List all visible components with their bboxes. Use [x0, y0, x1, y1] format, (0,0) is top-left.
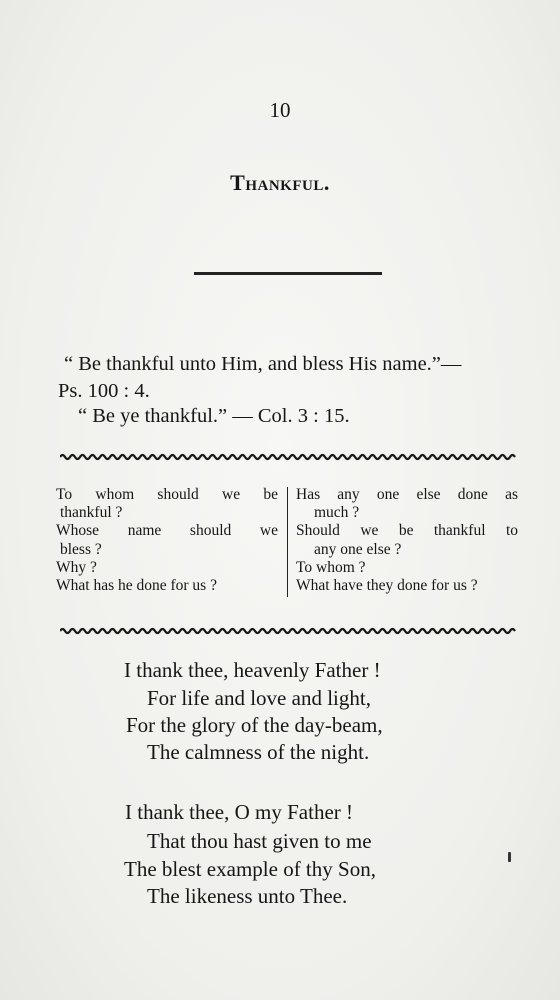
question-line: bless ?	[60, 540, 102, 558]
question-line: much ?	[314, 504, 360, 522]
scripture-quote-line: “ Be ye thankful.” — Col. 3 : 15.	[78, 405, 350, 427]
poem-line: For life and love and light,	[147, 686, 371, 710]
poem-line: That thou hast given to me	[147, 829, 372, 853]
title-double-rule	[194, 272, 382, 275]
wavy-divider-top	[60, 452, 516, 462]
questions-right-column	[296, 486, 518, 595]
scripture-reference: Ps. 100 : 4.	[58, 380, 150, 402]
question-line: thankful ?	[60, 504, 123, 522]
poem-line: I thank thee, O my Father !	[125, 800, 354, 824]
poem-line: The blest example of thy Son,	[124, 857, 376, 881]
question-line: To whom should we be	[56, 486, 278, 503]
question-line: Whose name should we	[56, 522, 278, 540]
poem-line: The calmness of the night.	[147, 740, 370, 764]
ink-speck	[508, 852, 511, 862]
question-line: What have they done for us ?	[296, 577, 478, 595]
page-number: 10	[269, 98, 291, 122]
column-divider	[287, 487, 288, 597]
question-line: any one else ?	[314, 540, 402, 558]
poem-line: The likeness unto Thee.	[147, 884, 348, 908]
poem-line: For the glory of the day-beam,	[126, 713, 383, 737]
question-line: To whom ?	[296, 558, 366, 576]
question-line: Should we be thankful to	[296, 522, 518, 540]
scripture-quote-line: “ Be thankful unto Him, and bless His name.”—	[64, 353, 462, 375]
question-line: What has he done for us ?	[56, 577, 217, 595]
questions-left-column	[56, 486, 278, 595]
wavy-divider-bottom	[60, 626, 516, 636]
page-title: Thankful.	[230, 170, 330, 195]
question-line: Has any one else done as	[296, 486, 518, 503]
poem-line: I thank thee, heavenly Father !	[124, 658, 381, 682]
question-line: Why ?	[56, 558, 97, 576]
